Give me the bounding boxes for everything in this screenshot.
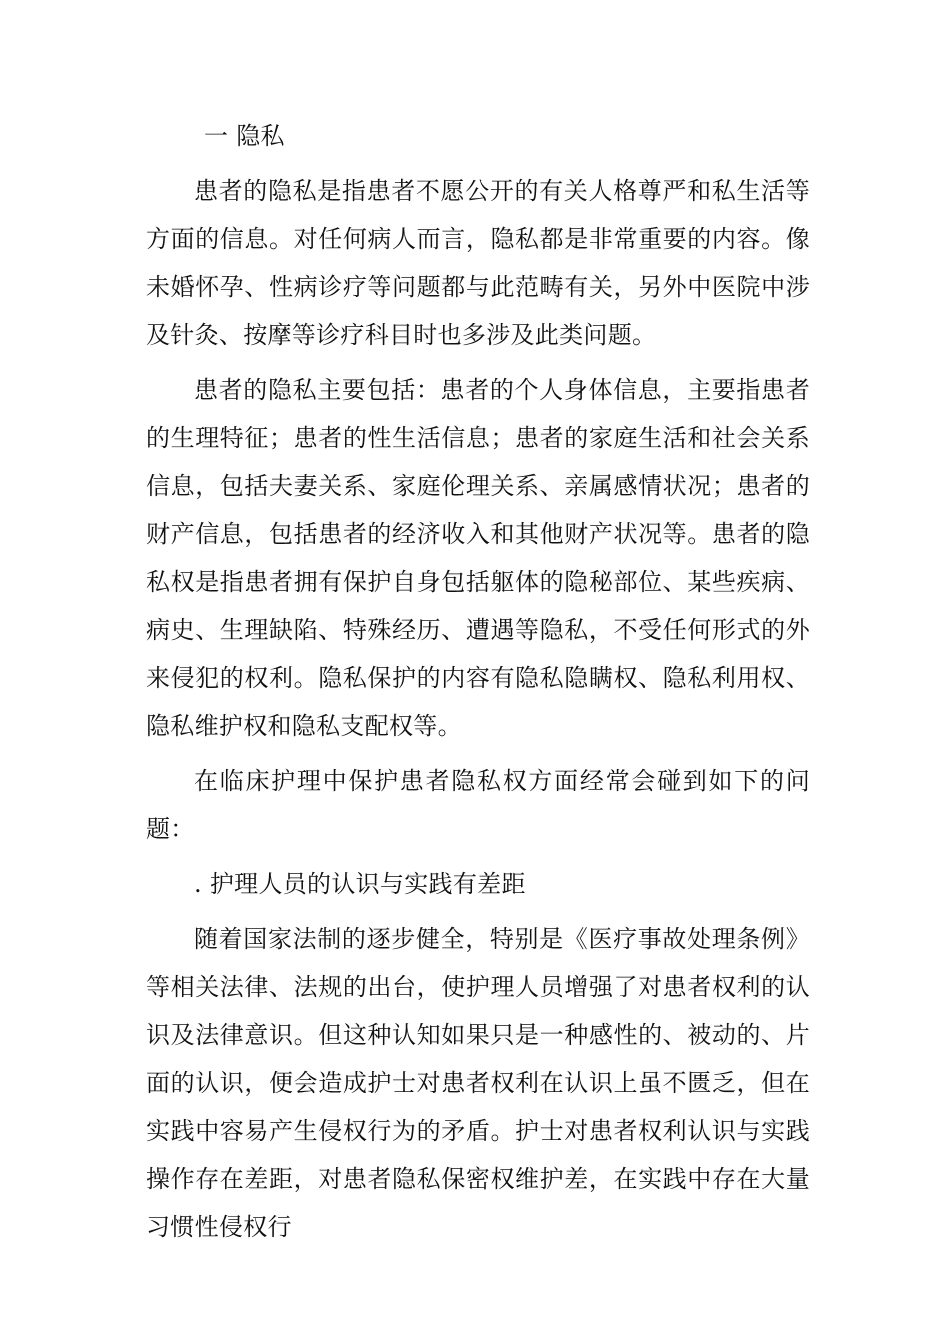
paragraph-problems-intro: 在临床护理中保护患者隐私权方面经常会碰到如下的问题： [146,767,810,843]
section-heading: 一 隐私 [204,122,285,150]
document-body [146,112,810,1258]
subsection-heading: . 护理人员的认识与实践有差距 [194,870,526,898]
paragraph-privacy-scope: 患者的隐私主要包括：患者的个人身体信息，主要指患者的生理特征；患者的性生活信息；患者的家庭生活和社会关系信息，包括夫妻关系、家庭伦理关系、亲属感情状况；患者的财产信息，包括患者的经济收入和其他财产状况等。患者的隐私权是指患者拥有保护自身包括躯体的隐秘部位、某些疾病、病史、生理缺陷、特殊经历、遭遇等隐私，不受任何形式的外来侵犯的权利。隐私保护的内容有隐私隐瞒权、隐私利用权、隐私维护权和隐私支配权等。 [146,376,810,740]
paragraph-awareness-gap: 随着国家法制的逐步健全，特别是《医疗事故处理条例》等相关法律、法规的出台，使护理人员增强了对患者权利的认识及法律意识。但这种认知如果只是一种感性的、被动的、片面的认识，便会造成护士对患者权利在认识上虽不匮乏，但在实践中容易产生侵权行为的矛盾。护士对患者权利认识与实践操作存在差距，对患者隐私保密权维护差，在实践中存在大量习惯性侵权行 [146,925,810,1241]
paragraph-privacy-definition: 患者的隐私是指患者不愿公开的有关人格尊严和私生活等方面的信息。对任何病人而言，隐私都是非常重要的内容。像未婚怀孕、性病诊疗等问题都与此范畴有关，另外中医院中涉及针灸、按摩等诊疗科目时也多涉及此类问题。 [146,177,810,349]
